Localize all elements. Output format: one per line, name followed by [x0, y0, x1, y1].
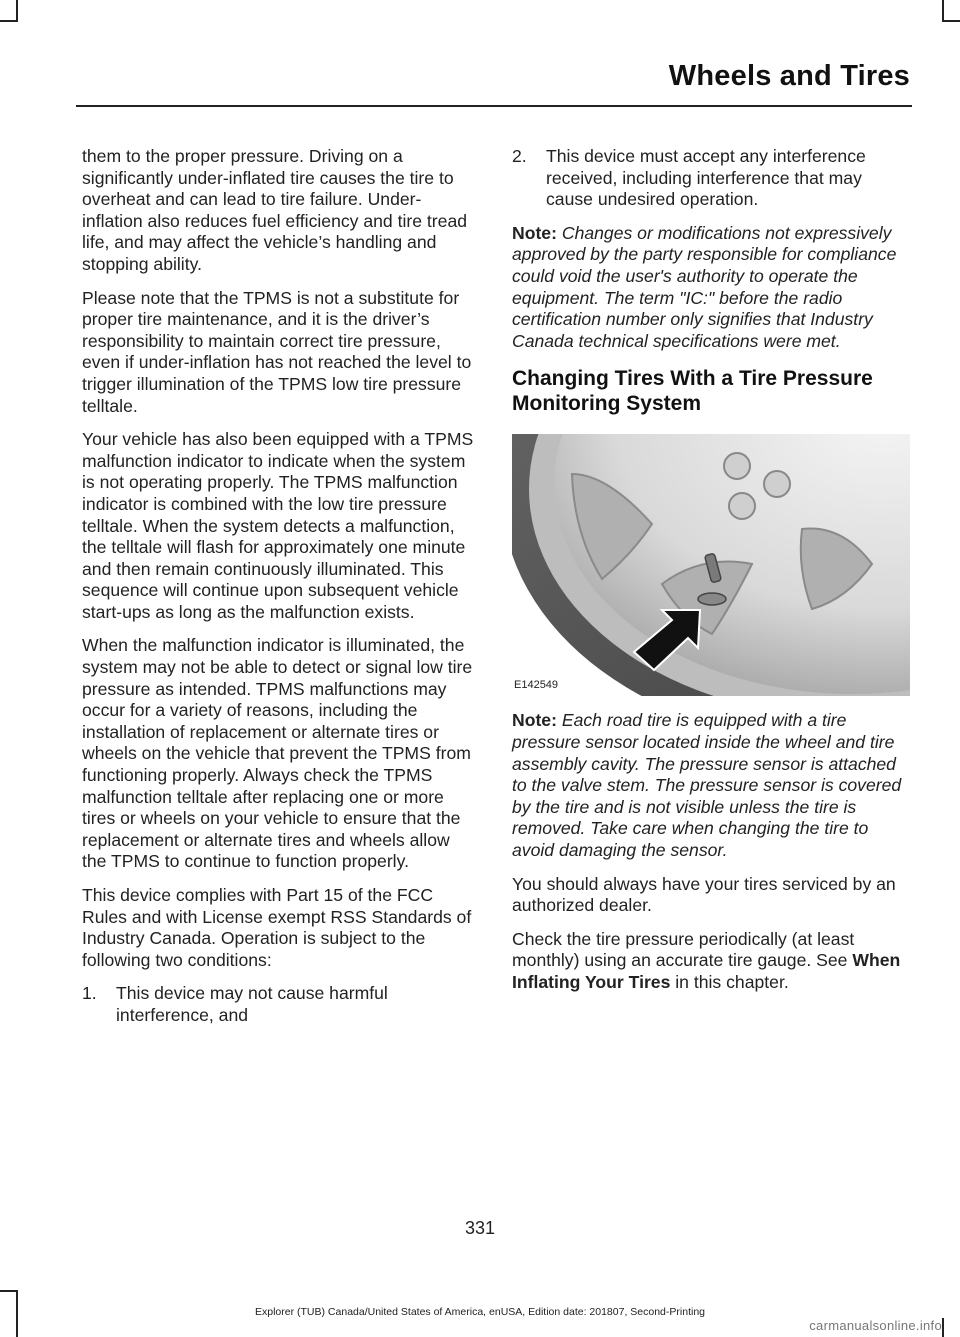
body-paragraph: This device complies with Part 15 of the FCC Rules and with License exempt RSS Standards of Industry Canada. Operation is subject to the following two conditions: — [82, 885, 472, 970]
body-paragraph: You should always have your tires serviced by an authorized dealer. — [512, 873, 896, 916]
list-item — [512, 146, 910, 211]
body-paragraph — [512, 929, 910, 994]
page-title: Wheels and Tires — [668, 60, 910, 92]
left-column — [82, 146, 478, 1039]
list-text: This device may not cause harmful interference, and — [116, 983, 388, 1025]
right-column — [512, 146, 910, 1005]
body-paragraph: Please note that the TPMS is not a substitute for proper tire maintenance, and it is the driver’s responsibility to maintain correct tire pressure, even if under-inflation has not reached the level to trigger illumination of the TPMS low tire pressure telltale. — [82, 287, 472, 416]
body-paragraph: them to the proper pressure. Driving on a significantly under-inflated tire causes the tire to overheat and can lead to tire failure. Under-inflation also reduces fuel efficiency and tire tread life, and may affect the vehicle’s handling and stopping ability. — [82, 146, 468, 274]
section-heading: Changing Tires With a Tire Pressure Monitoring System — [512, 367, 873, 416]
crop-mark — [16, 0, 18, 22]
note-label: Note: — [512, 710, 557, 731]
footer-text: Explorer (TUB) Canada/United States of America, enUSA, Edition date: 201807, Second-Printing — [255, 1306, 705, 1318]
body-paragraph: When the malfunction indicator is illuminated, the system may not be able to detect or signal low tire pressure as intended. TPMS malfunctions may occur for a variety of reasons, including the installation of replacement or alternate tires or wheels on the vehicle that prevent the TPMS from functioning properly. Always check the TPMS malfunction telltale after replacing one or more tires or wheels on your vehicle to ensure that the replacement or alternate tires and wheels allow the TPMS to continue to function properly. — [82, 635, 473, 872]
watermark: carmanualsonline.info — [809, 1318, 942, 1333]
body-paragraph: Your vehicle has also been equipped with a TPMS malfunction indicator to indicate when the system is not operating properly. The TPMS malfunction indicator is combined with the low tire pressure telltale. When the system detects a malfunction, the telltale will flash for approximately one minute and then remain continuously illuminated. This sequence will continue upon subsequent vehicle start-ups as long as the malfunction exists. — [82, 429, 474, 622]
figure-code: E142549 — [514, 678, 559, 691]
lug-nut — [729, 493, 755, 519]
note — [512, 710, 910, 861]
list-item — [82, 983, 478, 1026]
note-label: Note: — [512, 222, 557, 243]
note-text: Changes or modifications not expressively approved by the party responsible for compliance could void the user's authority to operate the equipment. The term "IC:" before the radio certification number only signifies that Industry Canada technical specifications were met. — [512, 222, 897, 351]
list-number: 2. — [512, 146, 527, 166]
list-number: 1. — [82, 983, 97, 1004]
valve-base — [698, 593, 726, 605]
page-number: 331 — [464, 1218, 496, 1238]
crop-mark — [942, 20, 960, 22]
wheel-illustration — [512, 434, 910, 696]
note — [512, 223, 910, 353]
header-rule — [76, 105, 912, 107]
crop-mark — [0, 20, 18, 22]
lug-nut — [724, 453, 750, 479]
paragraph-text: in this chapter. — [675, 971, 789, 992]
cross-reference-link[interactable]: When Inflating Your Tires — [512, 950, 901, 992]
paragraph-text: Check the tire pressure periodically (at least monthly) using an accurate tire gauge. See — [512, 928, 855, 971]
lug-nut — [764, 471, 790, 497]
crop-mark — [0, 1290, 18, 1292]
crop-mark — [942, 0, 944, 22]
note-text: Each road tire is equipped with a tire pressure sensor located inside the wheel and tire assembly cavity. The pressure sensor is attached to the valve stem. The pressure sensor is covered by the tire and is not visible unless the tire is removed. Take care when changing the tire to avoid damaging the sensor. — [512, 710, 902, 860]
list-text: This device must accept any interference received, including interference that may cause undesired operation. — [546, 146, 866, 210]
crop-mark — [942, 1318, 944, 1337]
tire-valve-figure — [512, 434, 910, 696]
